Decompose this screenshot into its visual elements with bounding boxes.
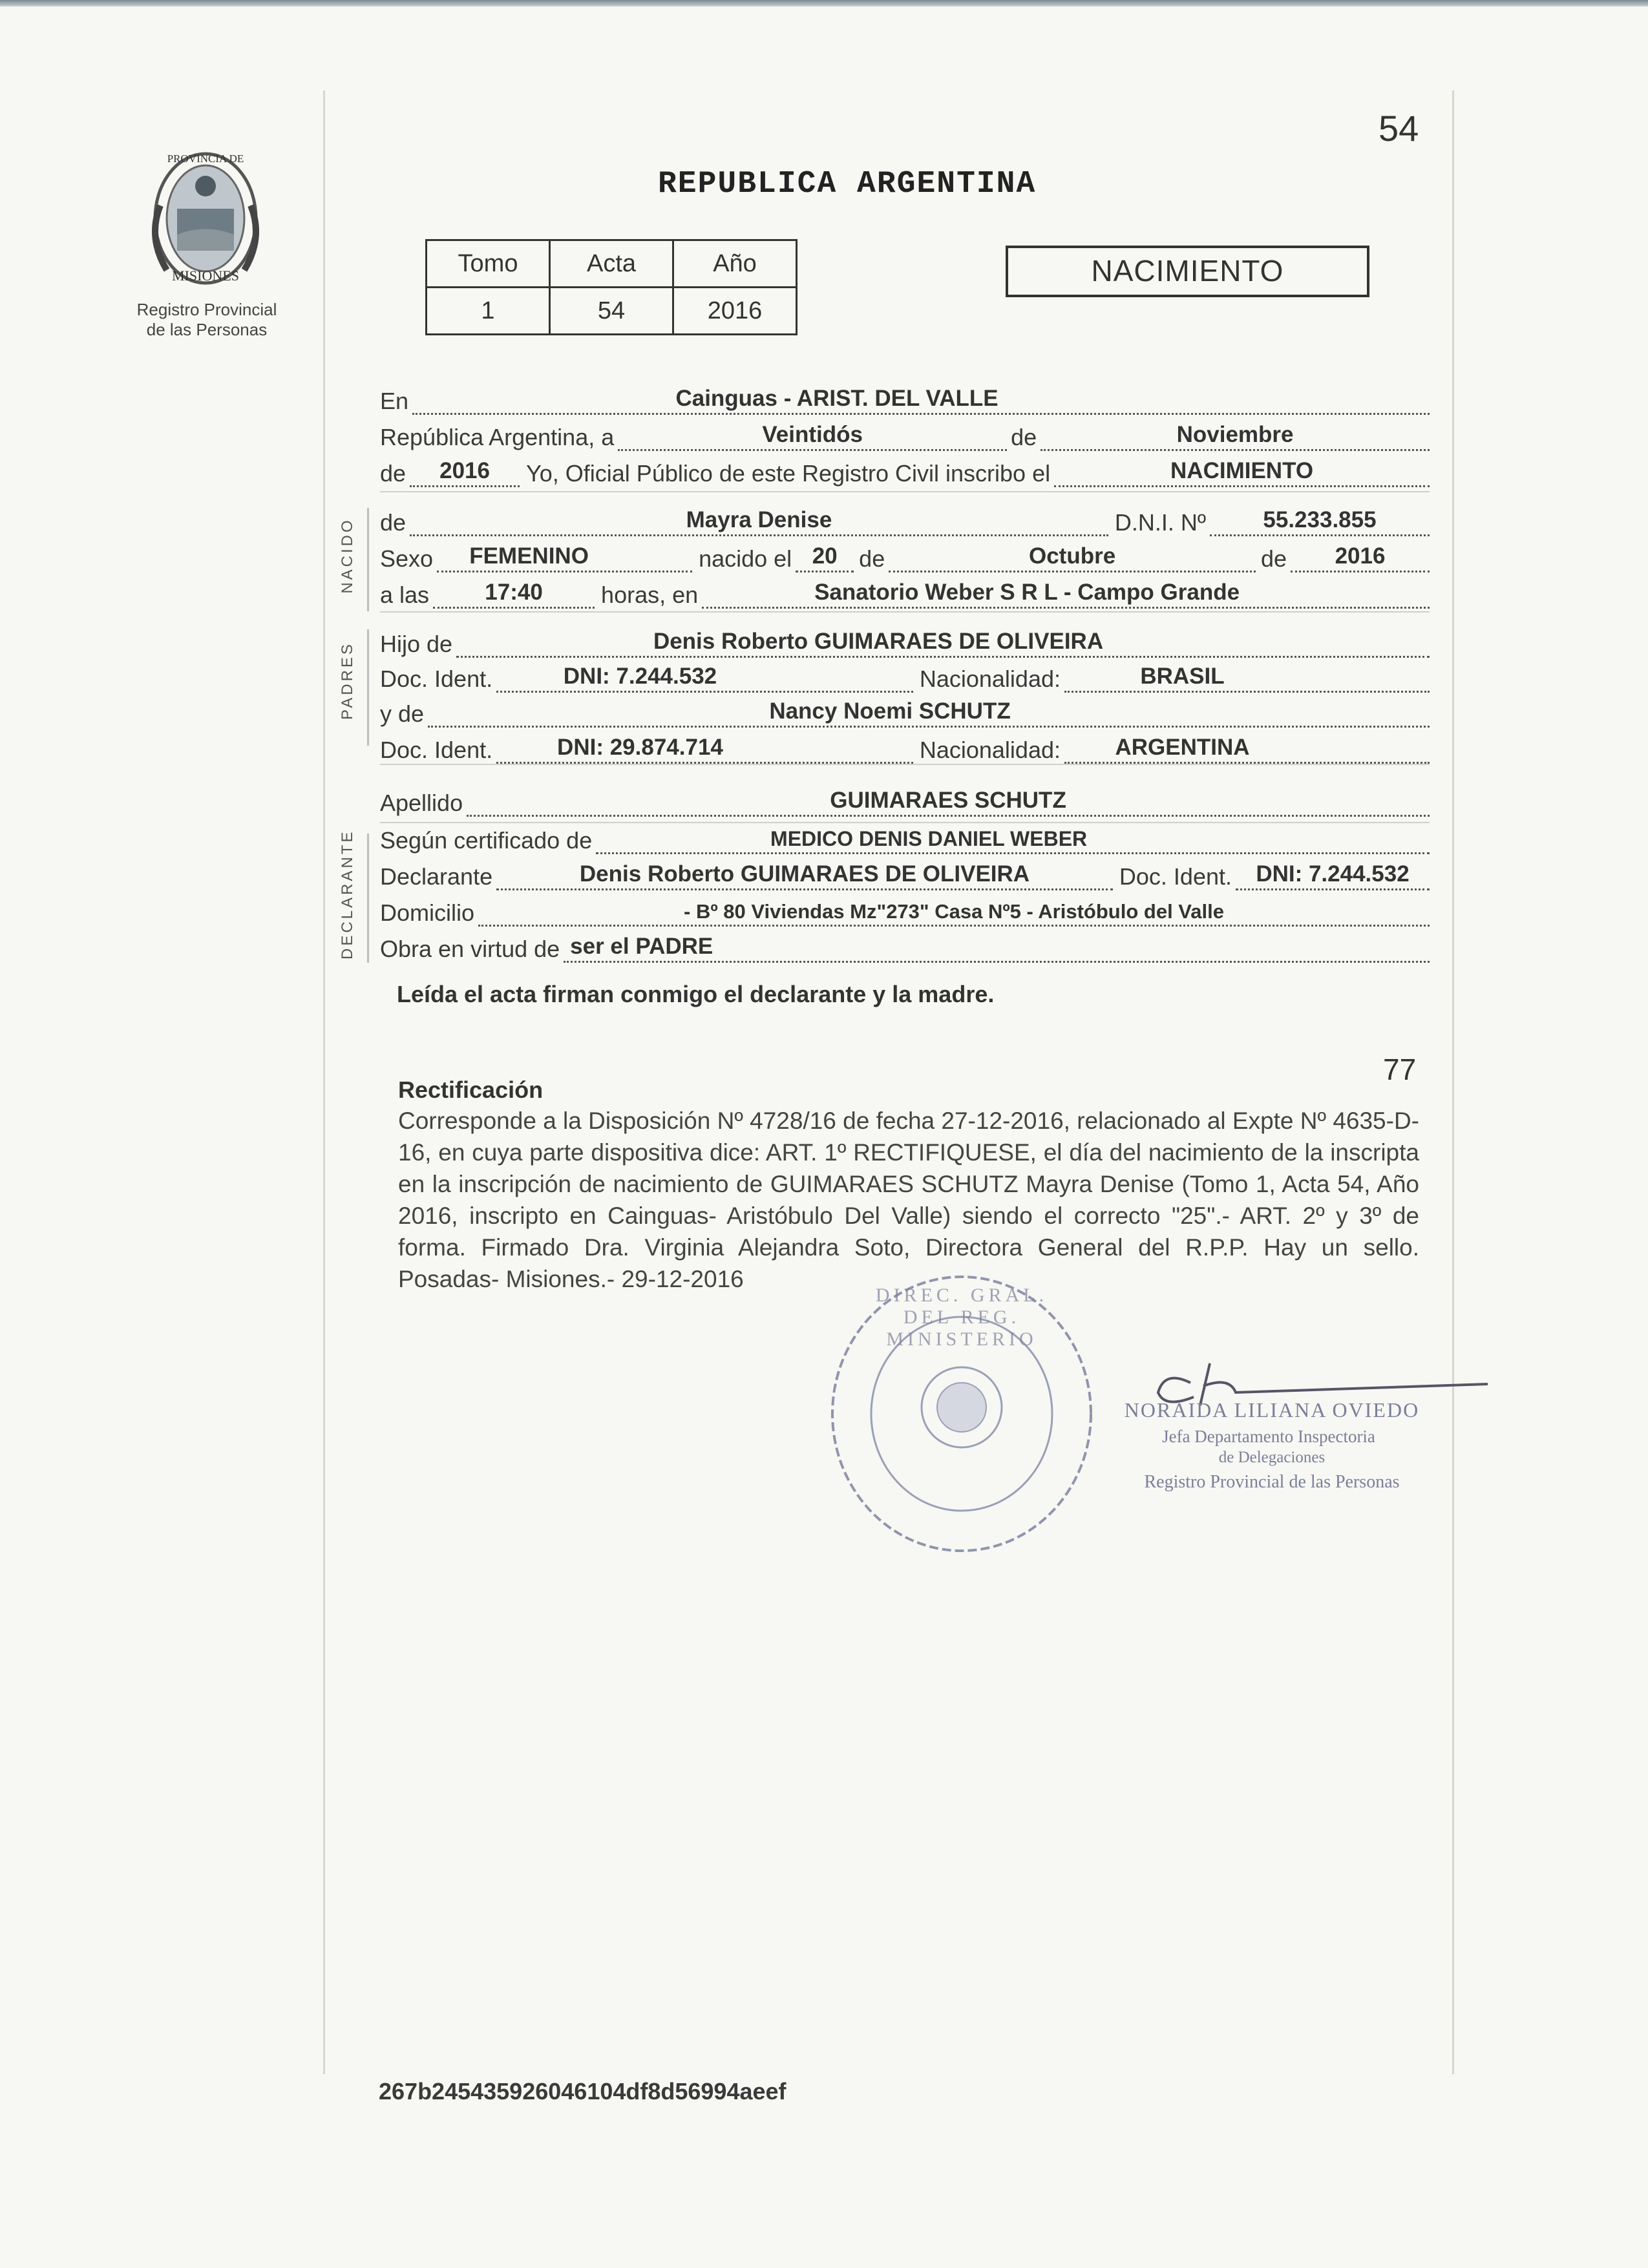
- en-label: En: [380, 388, 409, 414]
- certificado-value: MEDICO DENIS DANIEL WEBER: [770, 827, 1088, 850]
- logo-seal-bottom: MISIONES: [172, 268, 239, 284]
- seal-text: DIREC. GRAL. DEL REG. MINISTERIO: [875, 1285, 1048, 1350]
- signatory-title: Jefa Departamento Inspectoria: [1162, 1427, 1375, 1446]
- declarante-label: Declarante: [380, 863, 493, 890]
- dia-field: [618, 422, 1007, 451]
- declarante-value: Denis Roberto GUIMARAES DE OLIVEIRA: [579, 861, 1030, 887]
- logo-seal-top: PROVINCIA DE: [167, 152, 244, 165]
- logo-caption-line-2: de las Personas: [146, 320, 268, 339]
- madre-doc-field: [496, 737, 913, 764]
- declarante-doc-value: DNI: 7.244.532: [1256, 861, 1410, 887]
- padres-bracket: [367, 629, 369, 746]
- nombre-value: Mayra Denise: [686, 507, 832, 532]
- madre-nac-value: ARGENTINA: [1115, 735, 1250, 760]
- official-seal: [826, 1272, 1097, 1556]
- logo-caption: [116, 300, 297, 340]
- nac-mes-value: Octubre: [1028, 543, 1116, 569]
- row-obra: [380, 930, 1430, 963]
- en-field: [412, 388, 1430, 415]
- madre-nac-field: [1064, 737, 1430, 764]
- padre-doc-value: DNI: 7.244.532: [563, 664, 717, 689]
- padre-doc-field: [496, 666, 913, 693]
- nac-de-label: de: [859, 545, 885, 572]
- madre-nacionalidad-label: Nacionalidad:: [919, 737, 1061, 763]
- nac-dia-value: 20: [812, 543, 838, 569]
- divider: [380, 764, 1430, 765]
- dni-value: 55.233.855: [1263, 507, 1377, 532]
- madre-doc-label: Doc. Ident.: [380, 737, 493, 763]
- row-padre-doc: [380, 660, 1430, 693]
- declarante-doc-field: [1236, 861, 1430, 890]
- sexo-value: FEMENINO: [469, 543, 589, 569]
- rectificacion-number: 77: [1383, 1053, 1417, 1086]
- de-label: de: [1011, 424, 1037, 450]
- row-declarante: [380, 858, 1430, 890]
- madre-doc-value: DNI: 29.874.714: [557, 735, 723, 760]
- nacido-el-label: nacido el: [699, 545, 792, 572]
- domicilio-label: Domicilio: [380, 899, 475, 926]
- row-inscripcion: [380, 455, 1430, 487]
- dni-label: D.N.I. Nº: [1114, 509, 1206, 536]
- rectificacion-body: Corresponde a la Disposición Nº 4728/16 de fecha 27-12-2016, relacionado al Expte Nº 4635-D-16, en cuya parte dispositiva dice: ART. 1º RECTIFIQUESE, el día del nacimiento de la inscripta en la inscripción de nacimiento de GUIMARAES SCHUTZ Mayra Denise (Tomo 1, Acta 54, Año 2016, inscripto en Cainguas- Aristóbulo Del Valle) siendo el correcto "25".- ART. 2º y 3º de forma. Firmado Dra. Virginia Alejandra Soto, Directora General del R.P.P. Hay un sello. Posadas- Misiones.- 29-12-2016: [398, 1108, 1419, 1292]
- tomo-value: 1: [427, 288, 550, 335]
- acto-field: [1054, 458, 1430, 487]
- padre-field: [456, 631, 1430, 658]
- acto-value: NACIMIENTO: [1170, 458, 1314, 483]
- logo-caption-line-1: Registro Provincial: [136, 300, 277, 319]
- declarante-section-label: DECLARANTE: [339, 829, 356, 960]
- apellido-label: Apellido: [380, 790, 463, 816]
- nac-dia-field: [796, 543, 854, 572]
- nac-anio-value: 2016: [1335, 543, 1386, 569]
- registry-table: [425, 239, 798, 335]
- nac-anio-field: [1291, 543, 1430, 572]
- row-madre: [380, 695, 1430, 728]
- hora-value: 17:40: [485, 580, 543, 605]
- row-padre: [380, 625, 1430, 658]
- padres-section-label: PADRES: [339, 642, 356, 720]
- left-page-border: [323, 90, 325, 2074]
- declarante-bracket: [367, 834, 369, 963]
- mes-field: [1041, 422, 1430, 451]
- rectificacion-title: Rectificación: [398, 1076, 544, 1103]
- divider: [380, 611, 1430, 613]
- hijo-de-label: Hijo de: [380, 631, 453, 657]
- apellido-field: [467, 790, 1430, 817]
- nacido-section-label: NACIDO: [339, 518, 356, 594]
- certificado-field: [596, 828, 1430, 854]
- scan-top-edge: [0, 0, 1648, 6]
- oficial-text: Yo, Oficial Público de este Registro Civil inscribo el: [526, 460, 1051, 487]
- row-en: [380, 383, 1430, 415]
- closing-statement: Leída el acta firman conmigo el declarante y la madre.: [397, 981, 995, 1007]
- row-domicilio: [380, 894, 1430, 927]
- y-de-label: y de: [380, 700, 425, 727]
- padre-nacionalidad-label: Nacionalidad:: [919, 666, 1061, 692]
- madre-value: Nancy Noemi SCHUTZ: [769, 698, 1011, 724]
- anio-header: Año: [673, 240, 797, 288]
- row-certificado: [380, 822, 1430, 854]
- anio-field: [410, 458, 520, 487]
- domicilio-field: [478, 900, 1430, 927]
- republica-label: República Argentina, a: [380, 424, 615, 450]
- signatory-org: Registro Provincial de las Personas: [1144, 1472, 1400, 1492]
- nacido-bracket: [367, 508, 369, 611]
- row-apellido: [380, 784, 1430, 817]
- madre-field: [428, 698, 1430, 728]
- declarante-doc-label: Doc. Ident.: [1119, 863, 1232, 890]
- nac-de2-label: de: [1260, 545, 1287, 572]
- anio-value: 2016: [439, 458, 490, 483]
- sexo-label: Sexo: [380, 545, 434, 572]
- mes-value: Noviembre: [1176, 422, 1294, 447]
- certificado-label: Según certificado de: [380, 827, 593, 854]
- signatory-sub: de Delegaciones: [1218, 1449, 1326, 1466]
- domicilio-value: - Bº 80 Viviendas Mz"273" Casa Nº5 - Aristóbulo del Valle: [684, 900, 1224, 923]
- en-value: Cainguas - ARIST. DEL VALLE: [675, 386, 998, 411]
- row-fecha: [380, 419, 1430, 451]
- signatory-name: NORAIDA LILIANA OVIEDO: [1124, 1398, 1420, 1422]
- tomo-header: Tomo: [427, 240, 550, 288]
- de2-label: de: [380, 460, 407, 487]
- padre-doc-label: Doc. Ident.: [380, 666, 493, 692]
- horas-en-label: horas, en: [601, 582, 699, 608]
- sexo-field: [437, 543, 692, 572]
- obra-field: [564, 936, 1430, 963]
- padre-nac-value: BRASIL: [1140, 664, 1225, 689]
- dni-field: [1210, 507, 1430, 536]
- a-las-label: a las: [380, 582, 430, 608]
- lugar-field: [702, 582, 1430, 609]
- document-title: REPUBLICA ARGENTINA: [658, 167, 1037, 202]
- divider: [380, 491, 1430, 492]
- province-logo: [141, 147, 270, 296]
- padre-value: Denis Roberto GUIMARAES DE OLIVEIRA: [653, 629, 1104, 654]
- lugar-value: Sanatorio Weber S R L - Campo Grande: [814, 580, 1240, 605]
- hora-field: [433, 582, 595, 609]
- apellido-value: GUIMARAES SCHUTZ: [830, 788, 1066, 813]
- document-hash: 267b245435926046104df8d56994aeef: [379, 2078, 787, 2105]
- nac-mes-field: [889, 543, 1256, 572]
- anio-value: 2016: [673, 288, 797, 335]
- declarante-field: [496, 861, 1113, 890]
- padre-nac-field: [1064, 666, 1430, 693]
- row-nombre: [380, 504, 1430, 536]
- row-hora: [380, 576, 1430, 609]
- acta-header: Acta: [550, 240, 673, 288]
- nombre-field: [410, 507, 1108, 536]
- acta-value: 54: [550, 288, 673, 335]
- nombre-label: de: [380, 509, 407, 536]
- obra-value: ser el PADRE: [570, 934, 713, 959]
- page-number: 54: [1379, 108, 1419, 149]
- obra-label: Obra en virtud de: [380, 936, 560, 962]
- row-madre-doc: [380, 731, 1430, 764]
- document-type-box: NACIMIENTO: [1006, 246, 1369, 297]
- right-page-border: [1452, 90, 1454, 2074]
- dia-value: Veintidós: [762, 422, 863, 447]
- row-sexo: [380, 540, 1430, 572]
